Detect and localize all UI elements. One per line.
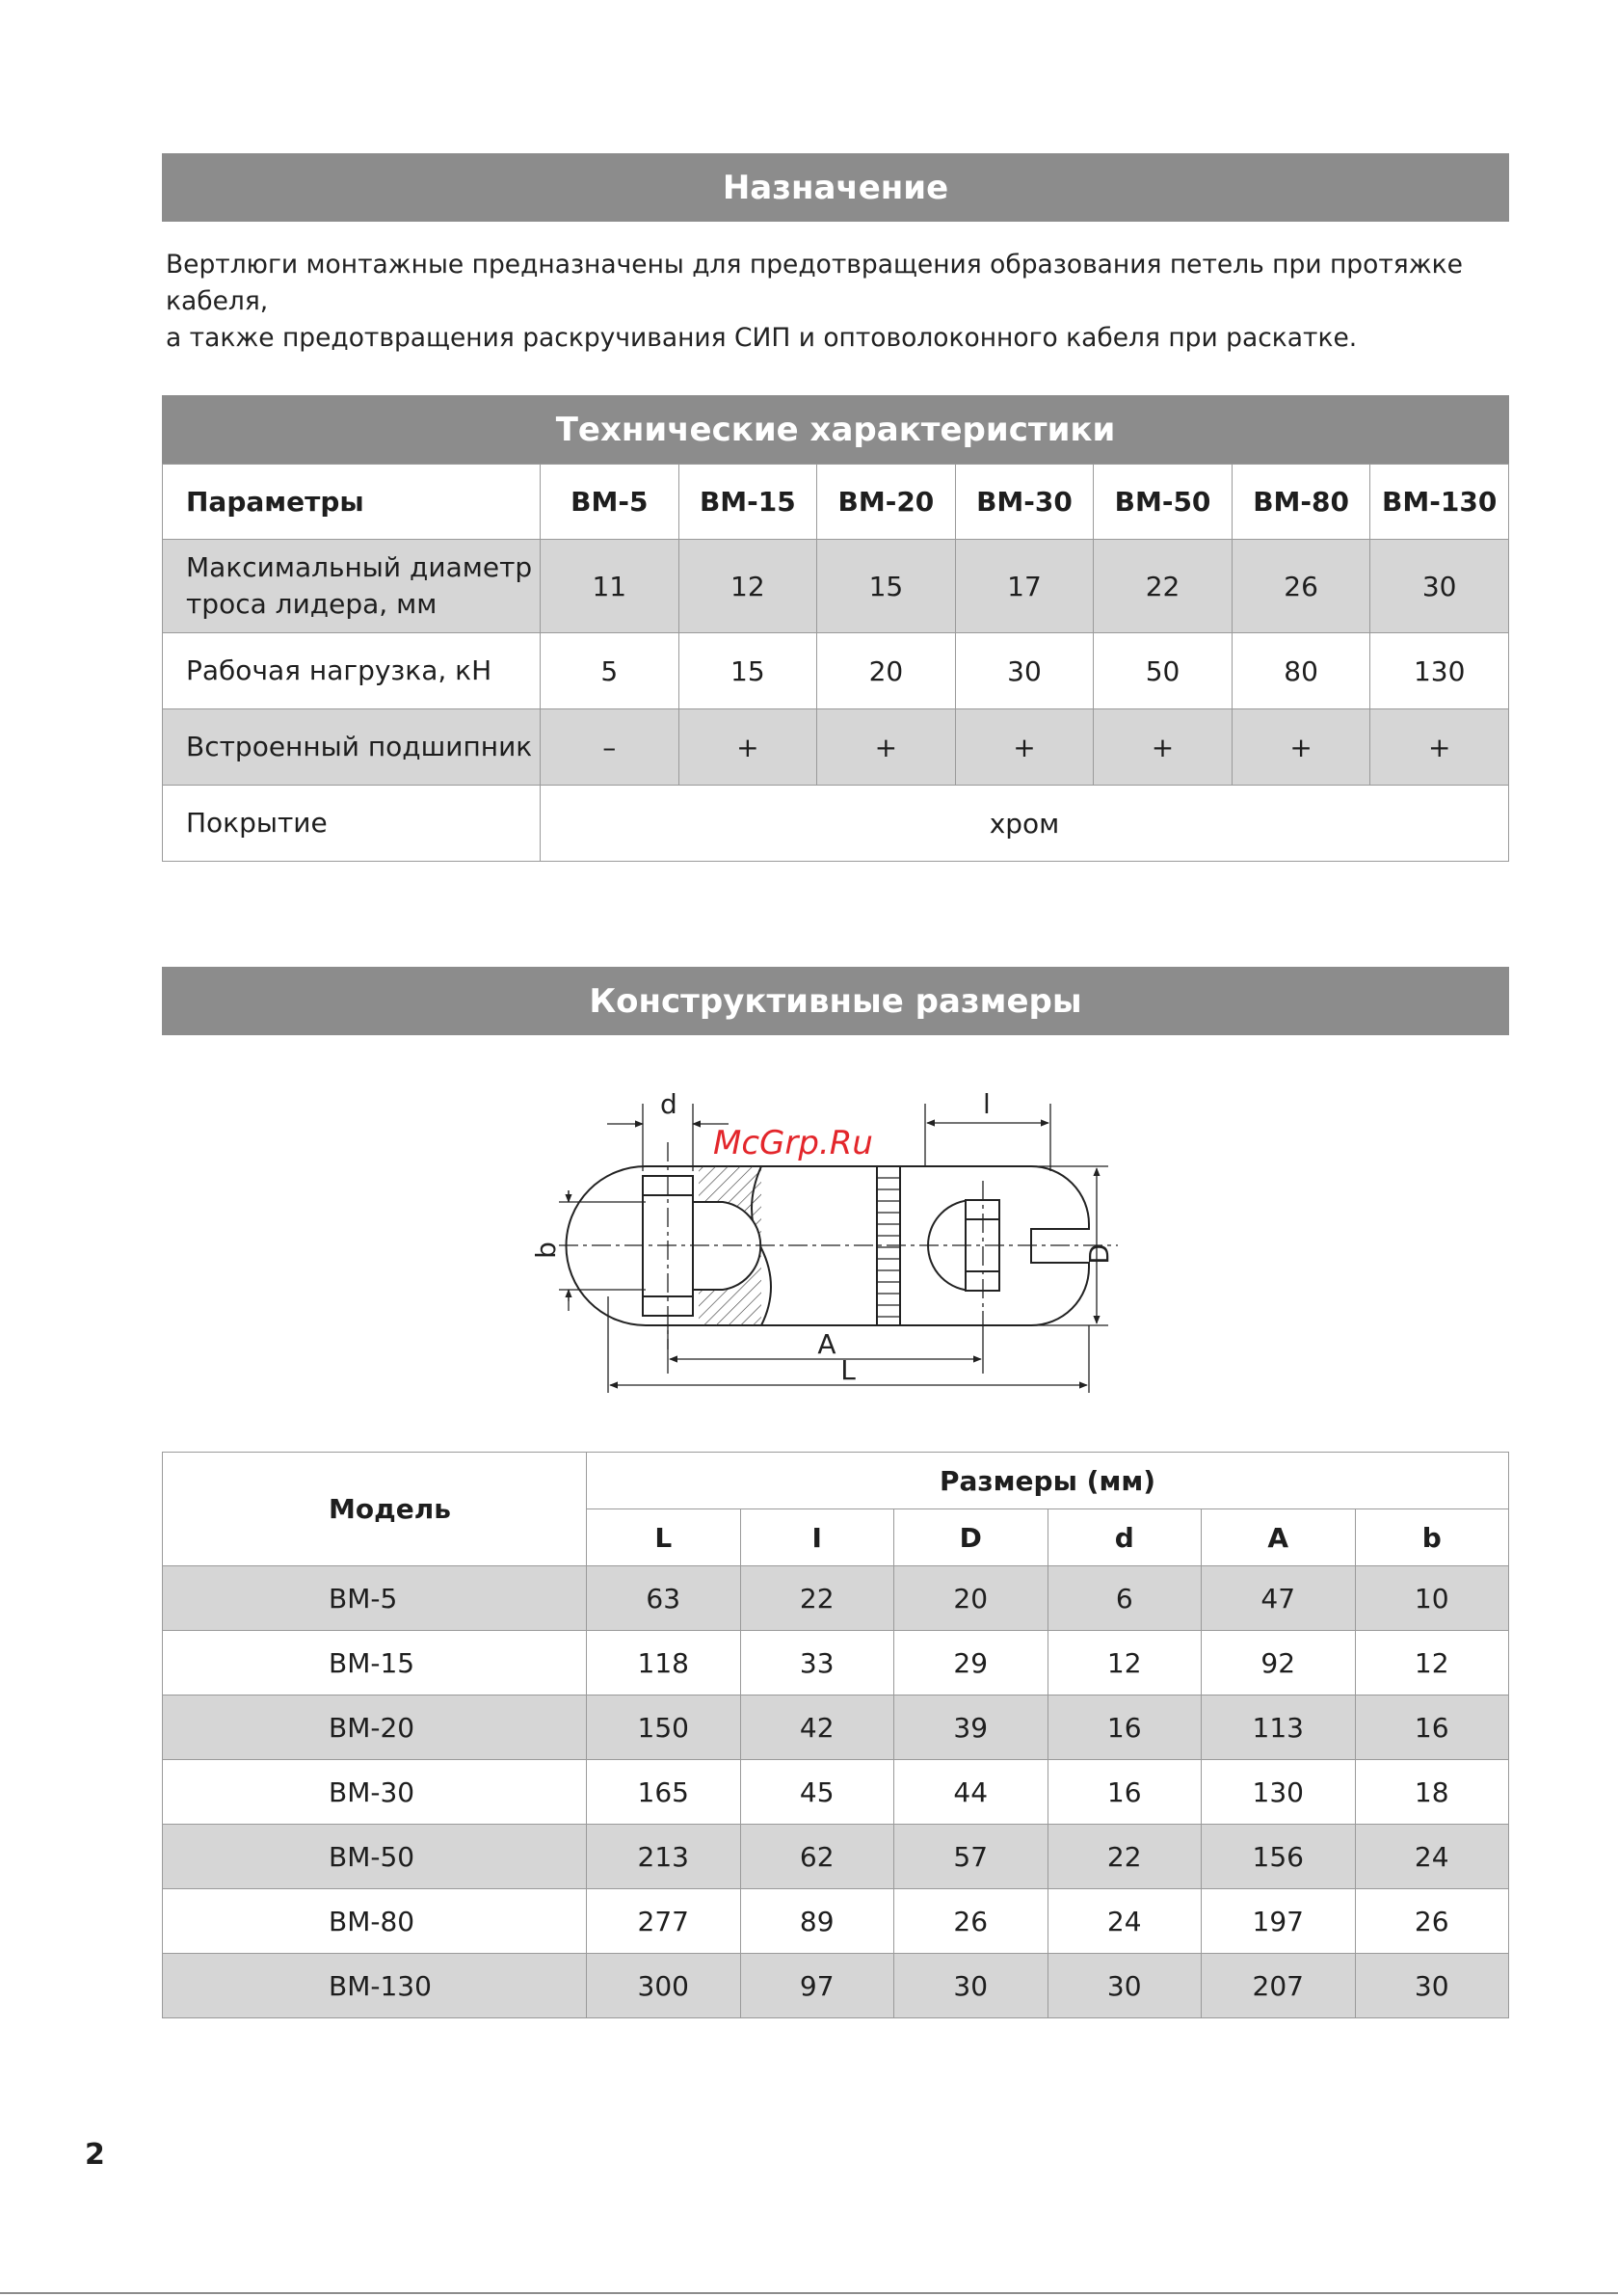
purpose-text-line-2: а также предотвращения раскручивания СИП и оптоволоконного кабеля при раскатке.	[166, 323, 1358, 353]
dim-cell: 10	[1355, 1566, 1509, 1631]
param-header: Параметры	[163, 465, 541, 540]
table-row	[163, 709, 1509, 786]
spec-cell: +	[817, 709, 956, 786]
purpose-text-line-1: Вертлюги монтажные предназначены для предотвращения образования петель при протяжке кабеля,	[166, 250, 1463, 316]
spec-cell: +	[678, 709, 817, 786]
dim-cell: 29	[894, 1631, 1048, 1695]
dim-cell: 16	[1355, 1695, 1509, 1760]
model-cell: ВМ-20	[163, 1695, 587, 1760]
table-row	[163, 540, 1509, 633]
dim-cell: 156	[1202, 1825, 1356, 1889]
param-label: Встроенный подшипник	[163, 709, 541, 786]
purpose-section-header	[162, 153, 1509, 222]
dim-label-L: L	[840, 1354, 856, 1386]
dim-cell: 45	[740, 1760, 894, 1825]
dim-cell: 57	[894, 1825, 1048, 1889]
dim-cell: 213	[587, 1825, 741, 1889]
model-header: ВМ-130	[1370, 465, 1509, 540]
dim-label-b: b	[530, 1241, 562, 1259]
swivel-drawing	[530, 1084, 1137, 1402]
spec-cell: 50	[1094, 633, 1233, 709]
spec-cell: 80	[1232, 633, 1370, 709]
dim-cell: 63	[587, 1566, 741, 1631]
table-row	[163, 1825, 1509, 1889]
model-header: ВМ-50	[1094, 465, 1233, 540]
dim-cell: 42	[740, 1695, 894, 1760]
column-header-D: D	[894, 1509, 1048, 1566]
spec-cell: 26	[1232, 540, 1370, 633]
dims-title: Конструктивные размеры	[589, 981, 1082, 1021]
purpose-text	[166, 247, 1515, 357]
specs-header-row	[163, 465, 1509, 540]
table-row	[163, 786, 1509, 862]
param-label-line-2: троса лидера, мм	[186, 588, 438, 620]
dim-cell: 277	[587, 1889, 741, 1954]
dim-label-d: d	[660, 1088, 677, 1120]
dim-label-A: A	[817, 1328, 836, 1360]
dimensions-group-header: Размеры (мм)	[587, 1453, 1509, 1509]
table-row	[163, 1954, 1509, 2018]
dim-label-l: l	[983, 1088, 991, 1120]
table-row	[163, 1566, 1509, 1631]
dim-cell: 207	[1202, 1954, 1356, 2018]
table-row	[163, 1631, 1509, 1695]
specs-section-header	[162, 395, 1509, 464]
dim-cell: 197	[1202, 1889, 1356, 1954]
dim-cell: 130	[1202, 1760, 1356, 1825]
dim-cell: 30	[1355, 1954, 1509, 2018]
dim-cell: 44	[894, 1760, 1048, 1825]
dims-header-row	[163, 1453, 1509, 1509]
dims-section-header	[162, 967, 1509, 1035]
spec-cell: 20	[817, 633, 956, 709]
purpose-title: Назначение	[722, 168, 949, 207]
dim-cell: 20	[894, 1566, 1048, 1631]
model-cell: ВМ-80	[163, 1889, 587, 1954]
model-column-header: Модель	[163, 1453, 587, 1566]
model-header: ВМ-30	[955, 465, 1094, 540]
column-header-I: I	[740, 1509, 894, 1566]
dim-cell: 62	[740, 1825, 894, 1889]
spec-cell: 30	[1370, 540, 1509, 633]
dim-cell: 39	[894, 1695, 1048, 1760]
dim-cell: 113	[1202, 1695, 1356, 1760]
dim-cell: 97	[740, 1954, 894, 2018]
spec-cell: +	[1094, 709, 1233, 786]
spec-cell: 15	[678, 633, 817, 709]
dim-cell: 16	[1048, 1760, 1202, 1825]
watermark: McGrp.Ru	[713, 1124, 873, 1162]
model-cell: ВМ-50	[163, 1825, 587, 1889]
param-label: Рабочая нагрузка, кН	[163, 633, 541, 709]
column-header-b: b	[1355, 1509, 1509, 1566]
dim-cell: 150	[587, 1695, 741, 1760]
column-header-A: A	[1202, 1509, 1356, 1566]
model-header: ВМ-5	[541, 465, 679, 540]
spec-cell: 15	[817, 540, 956, 633]
model-cell: ВМ-30	[163, 1760, 587, 1825]
spec-cell: 5	[541, 633, 679, 709]
table-row	[163, 633, 1509, 709]
spec-cell: +	[1370, 709, 1509, 786]
dim-cell: 22	[1048, 1825, 1202, 1889]
dim-cell: 24	[1048, 1889, 1202, 1954]
spec-cell: +	[955, 709, 1094, 786]
table-row	[163, 1760, 1509, 1825]
spec-cell: 130	[1370, 633, 1509, 709]
spec-cell: 22	[1094, 540, 1233, 633]
coating-value: хром	[541, 786, 1509, 862]
dim-cell: 165	[587, 1760, 741, 1825]
dim-label-D: D	[1083, 1243, 1115, 1265]
param-label	[163, 540, 541, 633]
model-cell: ВМ-15	[163, 1631, 587, 1695]
spec-cell: –	[541, 709, 679, 786]
spec-cell: 11	[541, 540, 679, 633]
model-cell: ВМ-130	[163, 1954, 587, 2018]
param-label: Покрытие	[163, 786, 541, 862]
dim-cell: 12	[1355, 1631, 1509, 1695]
spec-cell: 30	[955, 633, 1094, 709]
dim-cell: 30	[1048, 1954, 1202, 2018]
table-row	[163, 1889, 1509, 1954]
dim-cell: 89	[740, 1889, 894, 1954]
dim-cell: 300	[587, 1954, 741, 2018]
spec-cell: 17	[955, 540, 1094, 633]
dimensions-table	[162, 1452, 1509, 2018]
table-row	[163, 1695, 1509, 1760]
dim-cell: 33	[740, 1631, 894, 1695]
model-cell: ВМ-5	[163, 1566, 587, 1631]
dim-cell: 12	[1048, 1631, 1202, 1695]
dim-cell: 47	[1202, 1566, 1356, 1631]
specs-table	[162, 464, 1509, 862]
dim-cell: 26	[894, 1889, 1048, 1954]
model-header: ВМ-20	[817, 465, 956, 540]
dim-cell: 16	[1048, 1695, 1202, 1760]
dim-cell: 18	[1355, 1760, 1509, 1825]
column-header-L: L	[587, 1509, 741, 1566]
model-header: ВМ-80	[1232, 465, 1370, 540]
dim-cell: 24	[1355, 1825, 1509, 1889]
model-header: ВМ-15	[678, 465, 817, 540]
specs-title: Технические характеристики	[555, 410, 1116, 449]
column-header-d: d	[1048, 1509, 1202, 1566]
page-number: 2	[85, 2138, 105, 2172]
dim-cell: 92	[1202, 1631, 1356, 1695]
dim-cell: 6	[1048, 1566, 1202, 1631]
spec-cell: +	[1232, 709, 1370, 786]
spec-cell: 12	[678, 540, 817, 633]
dim-cell: 26	[1355, 1889, 1509, 1954]
param-label-line-1: Максимальный диаметр	[186, 551, 533, 583]
bottom-divider	[0, 2292, 1618, 2294]
dim-cell: 22	[740, 1566, 894, 1631]
dim-cell: 30	[894, 1954, 1048, 2018]
dim-cell: 118	[587, 1631, 741, 1695]
